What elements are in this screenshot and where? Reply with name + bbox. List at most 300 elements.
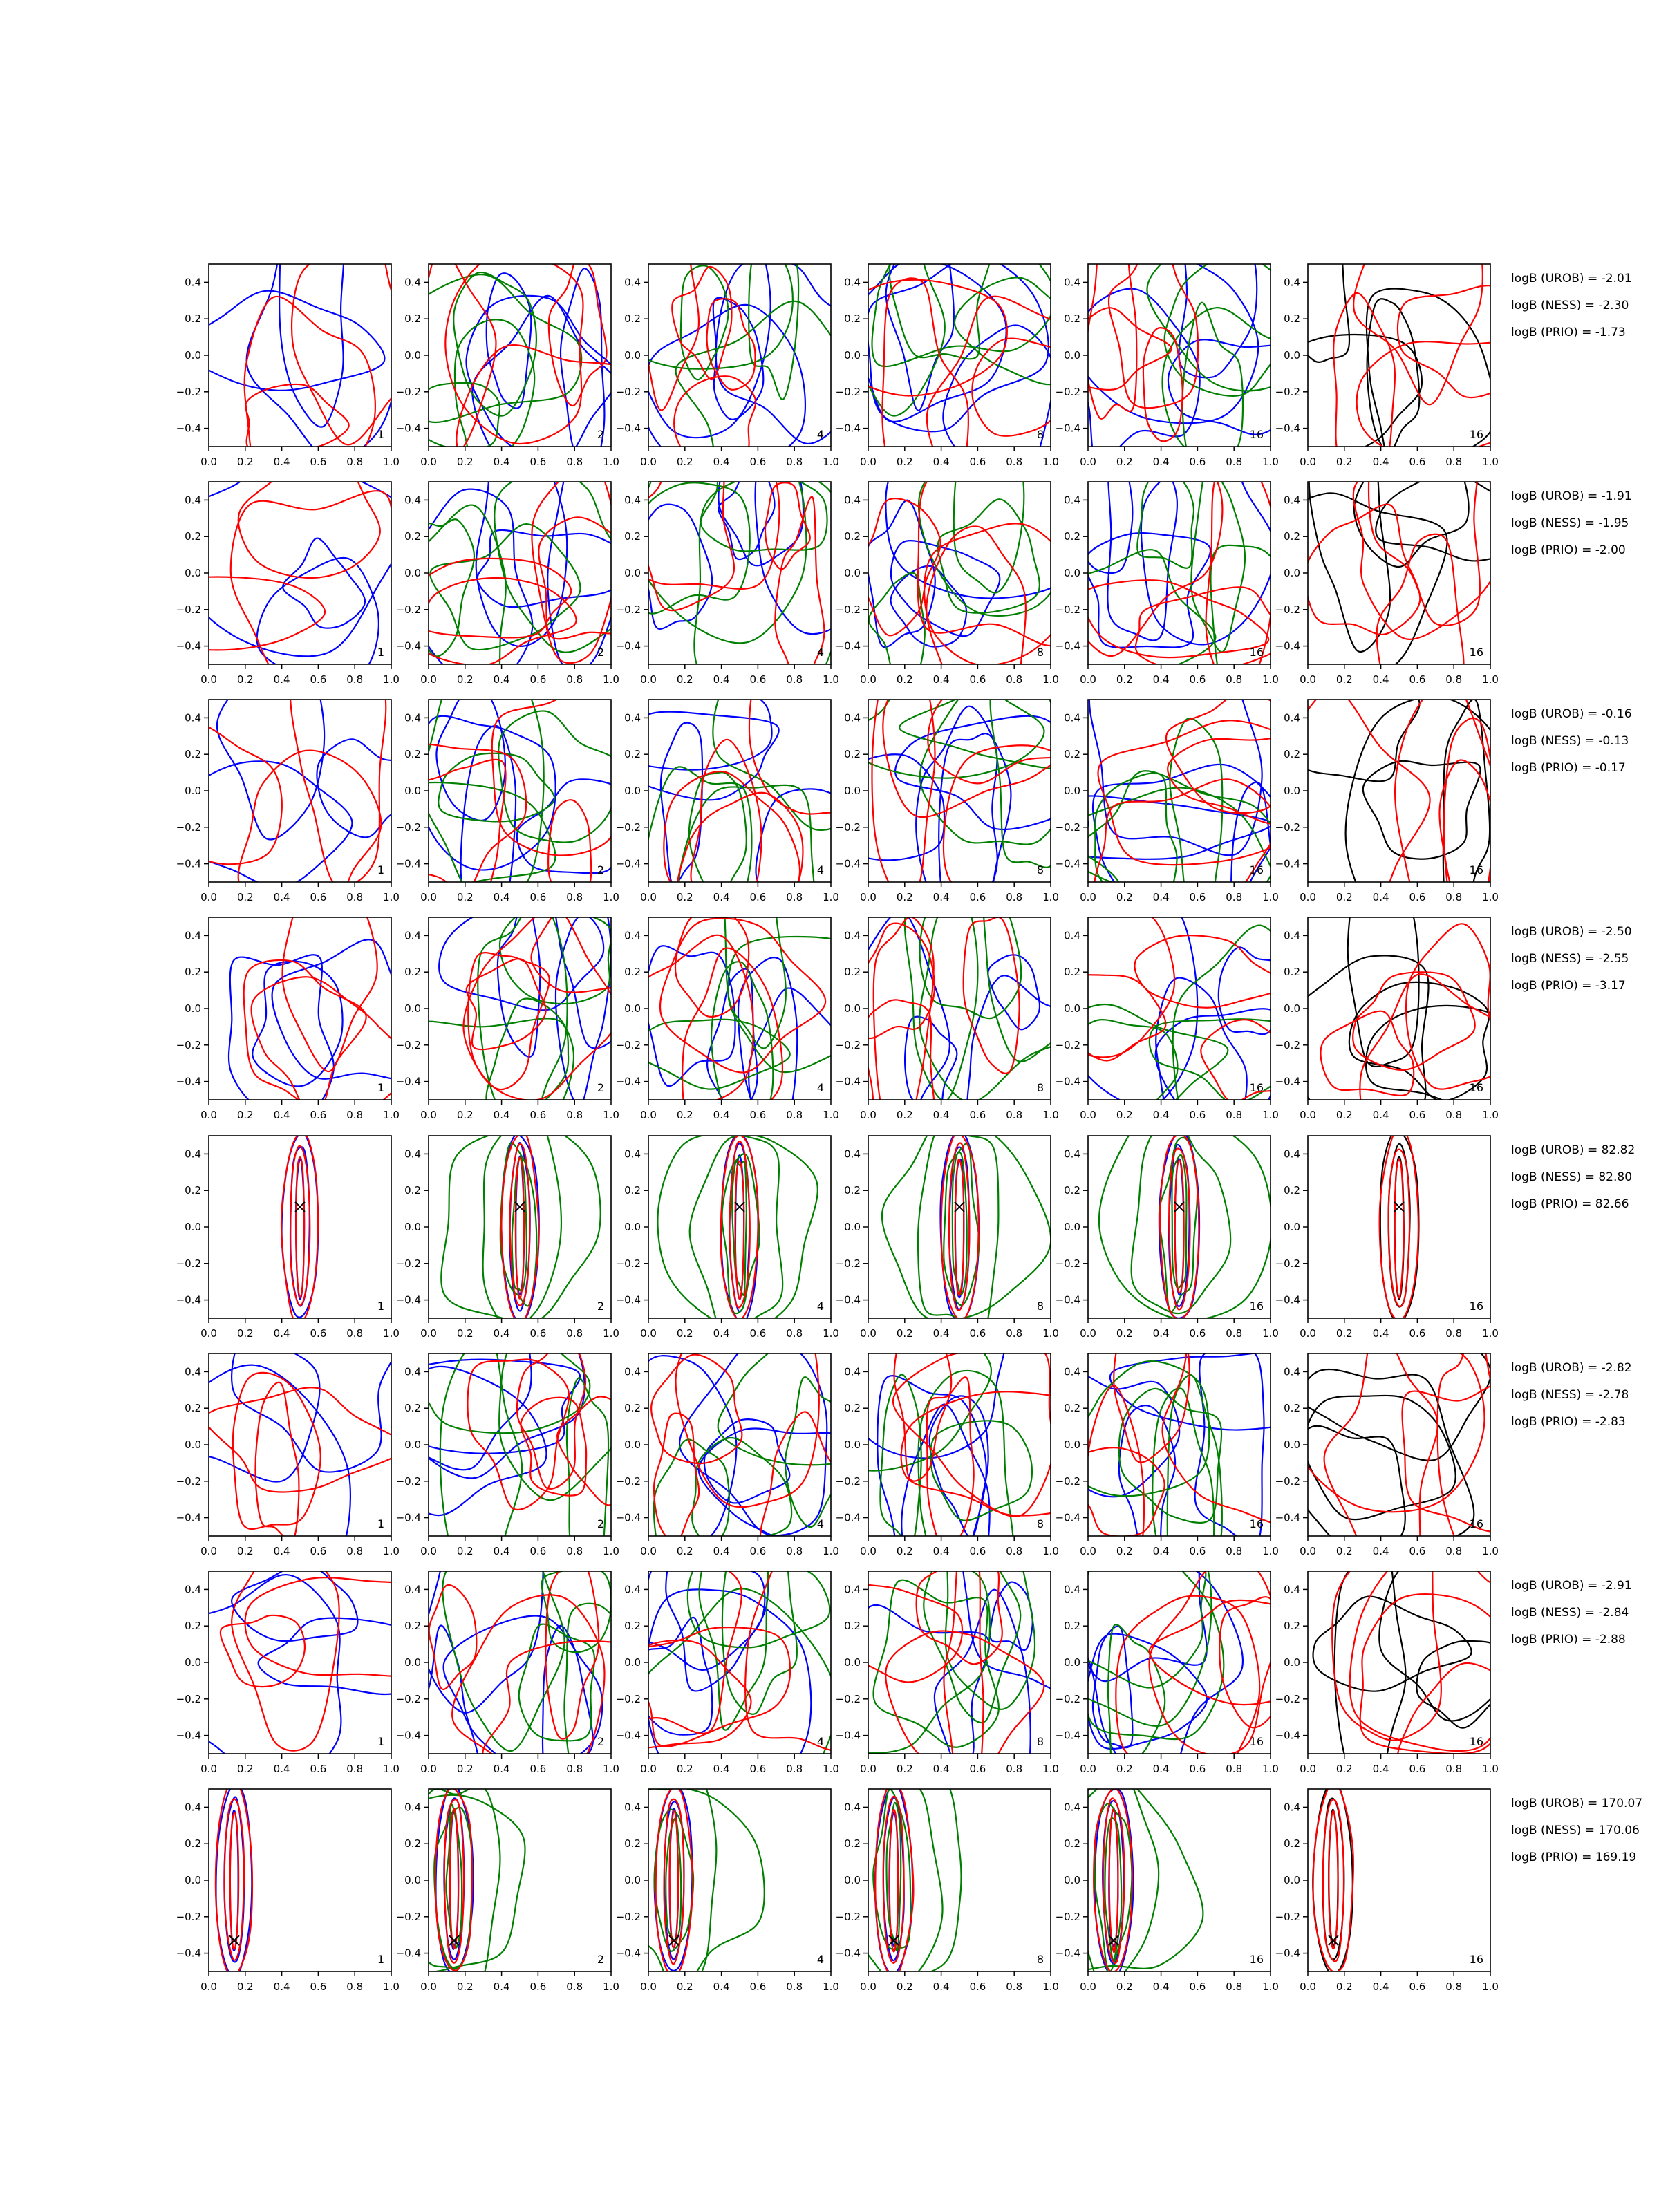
contour-ness [1191,462,1245,652]
x-tick-label: 1.0 [1042,1763,1059,1775]
logB-annotations-row-3 [1511,707,1632,775]
y-tick-label: −0.2 [615,1474,641,1488]
x-tick-label: 0.2 [676,1980,693,1993]
x-tick-label: 0.6 [529,1980,547,1993]
x-tick-label: 0.6 [310,1109,327,1121]
y-tick-label: −0.4 [176,857,201,870]
y-tick-label: −0.4 [176,1947,201,1960]
contour-urob [217,631,327,840]
panel-r3-c5 [1056,641,1333,977]
y-tick-label: 0.2 [185,748,201,761]
y-tick-label: −0.4 [835,1075,861,1088]
true-value-marker [1329,1936,1338,1945]
panel-number-label: 4 [816,1300,824,1313]
x-tick-label: 0.6 [310,1763,327,1775]
y-tick-label: 0.2 [404,1620,421,1633]
panel-number-label: 4 [816,1517,824,1530]
x-tick-label: 0.2 [456,673,474,686]
x-tick-label: 0.6 [749,1763,767,1775]
x-tick-label: 1.0 [383,456,400,468]
contour-prio [255,1382,299,1541]
x-tick-label: 0.0 [860,1109,877,1121]
x-tick-label: 0.2 [676,1327,693,1340]
contour-lines [1053,194,1350,484]
contour-prio [765,482,810,569]
panel-r5-c1 [176,1132,400,1340]
logB-label: logB (PRIO) = 82.66 [1511,1197,1629,1211]
contour-prio [521,1398,586,1496]
y-tick-label: −0.4 [615,1075,641,1088]
logB-label: logB (UROB) = -2.82 [1511,1361,1632,1375]
x-tick-label: 0.4 [1372,1763,1389,1775]
logB-annotations-row-2 [1511,489,1632,557]
x-tick-label: 0.8 [1226,1980,1243,1993]
y-tick-label: 0.0 [624,1656,641,1669]
y-tick-label: −0.4 [835,1729,861,1742]
x-tick-label: 0.0 [420,673,437,686]
x-tick-label: 0.4 [932,891,950,903]
x-tick-label: 0.4 [493,456,510,468]
x-tick-label: 0.4 [493,1327,510,1340]
x-tick-label: 0.2 [1116,456,1133,468]
y-tick-label: −0.2 [176,1910,201,1923]
x-tick-label: 0.2 [676,673,693,686]
x-tick-label: 0.0 [640,891,657,903]
y-tick-label: −0.2 [395,821,421,834]
x-tick-label: 0.6 [529,1545,547,1557]
panel-r1-c2 [396,250,639,500]
y-tick-label: 0.4 [844,1801,861,1814]
y-tick-label: −0.4 [395,1511,421,1524]
x-tick-label: 0.4 [1152,673,1170,686]
x-tick-label: 0.4 [713,673,730,686]
y-tick-label: 0.0 [404,567,421,579]
y-tick-label: 0.0 [1284,1438,1300,1451]
logB-label: logB (UROB) = -2.50 [1511,925,1632,939]
x-tick-label: 0.2 [456,456,474,468]
x-tick-label: 0.8 [566,673,583,686]
panel-number-label: 8 [1036,863,1044,877]
y-tick-label: −0.2 [615,603,641,616]
y-tick-label: −0.4 [835,1947,861,1960]
panel-r8-c2 [379,1782,619,1993]
y-tick-label: 0.0 [185,567,201,579]
y-tick-label: 0.4 [185,1583,201,1596]
contour-urob [153,1365,350,1574]
x-tick-label: 0.4 [1372,673,1389,686]
panel-number-label: 8 [1036,646,1044,659]
x-tick-label: 0.4 [273,891,290,903]
y-tick-label: −0.2 [1275,385,1300,398]
y-tick-label: 0.4 [624,494,641,507]
x-tick-label: 0.4 [493,1109,510,1121]
y-tick-label: −0.2 [1055,1692,1080,1705]
x-tick-label: 0.0 [1080,673,1096,686]
x-tick-label: 0.4 [1372,1545,1389,1557]
x-tick-label: 1.0 [1042,1109,1059,1121]
contour-prio [230,1812,238,1949]
y-tick-label: 0.2 [1064,966,1080,979]
x-tick-label: 0.8 [1006,891,1023,903]
x-tick-label: 0.8 [1006,456,1023,468]
x-tick-label: 0.2 [236,456,254,468]
y-tick-label: 0.2 [1284,1837,1300,1850]
contour-prio [1109,1810,1118,1953]
x-tick-label: 1.0 [383,1980,400,1993]
x-tick-label: 0.4 [932,1109,950,1121]
x-tick-label: 0.6 [969,1545,986,1557]
panel-number-label: 4 [816,1735,824,1748]
logB-label: logB (UROB) = -1.91 [1511,489,1632,503]
axes-frame [648,1571,831,1754]
y-tick-label: 0.2 [844,530,861,543]
y-tick-label: 0.0 [404,1874,421,1886]
y-tick-label: 0.4 [844,1147,861,1161]
panel-number-label: 8 [1036,1953,1044,1966]
x-tick-label: 0.2 [1335,1327,1353,1340]
x-tick-label: 1.0 [383,673,400,686]
x-tick-label: 0.2 [456,1980,474,1993]
x-tick-label: 0.6 [969,1980,986,1993]
y-tick-label: 0.2 [1284,966,1300,979]
y-tick-label: −0.4 [395,639,421,653]
panel-number-label: 16 [1469,1517,1483,1530]
panel-number-label: 8 [1036,1081,1044,1094]
x-tick-label: 0.6 [969,1763,986,1775]
panel-number-label: 4 [816,646,824,659]
x-tick-label: 0.0 [1300,456,1316,468]
y-tick-label: 0.4 [404,711,421,724]
x-tick-label: 1.0 [1482,1327,1499,1340]
x-tick-label: 0.4 [1372,456,1389,468]
x-tick-label: 0.0 [200,1763,217,1775]
y-tick-label: 0.2 [404,966,421,979]
x-tick-label: 0.8 [1226,1327,1243,1340]
logB-label: logB (PRIO) = -0.17 [1511,761,1626,775]
panel-number-label: 16 [1469,646,1483,659]
contour-lines [1380,1128,1419,1322]
contour-lines [147,610,427,919]
x-tick-label: 0.6 [529,456,547,468]
x-tick-label: 0.8 [1445,1980,1463,1993]
x-tick-label: 1.0 [823,456,839,468]
y-tick-label: 0.0 [844,349,861,362]
y-tick-label: −0.2 [1055,1257,1080,1270]
panel-r5-c3 [616,1134,839,1343]
panel-number-label: 16 [1249,646,1264,659]
y-tick-label: −0.2 [615,385,641,398]
y-tick-label: −0.4 [835,422,861,435]
contour-lines [140,1283,404,1573]
x-tick-label: 0.0 [420,1763,437,1775]
panel-r1-c5 [1053,194,1350,484]
axes-frame [209,1353,391,1536]
y-tick-label: 0.2 [844,1837,861,1850]
contour-reference [1280,676,1419,781]
panel-number-label: 8 [1036,1735,1044,1748]
y-tick-label: 0.4 [1284,711,1300,724]
x-tick-label: 0.4 [713,1545,730,1557]
contour-prio [1332,1504,1441,1741]
y-tick-label: −0.2 [176,1038,201,1051]
axes-frame [429,917,611,1100]
x-tick-label: 0.0 [640,1980,657,1993]
contour-reference [1335,1543,1406,1799]
panel-number-label: 4 [816,1081,824,1094]
x-tick-label: 0.6 [749,1980,767,1993]
x-tick-label: 0.2 [1116,1109,1133,1121]
x-tick-label: 0.2 [236,1327,254,1340]
x-tick-label: 0.2 [1335,456,1353,468]
panel-r5-c6 [1275,1128,1499,1340]
x-tick-label: 0.0 [640,1327,657,1340]
x-tick-label: 0.0 [860,1980,877,1993]
x-tick-label: 1.0 [1482,1545,1499,1557]
x-tick-label: 0.8 [1006,1980,1023,1993]
panel-number-label: 1 [377,1300,384,1313]
x-tick-label: 1.0 [823,673,839,686]
x-tick-label: 0.0 [420,891,437,903]
x-tick-label: 0.8 [566,891,583,903]
x-tick-label: 0.4 [713,1763,730,1775]
y-tick-label: 0.2 [624,1620,641,1633]
contour-urob [424,1468,543,1713]
y-tick-label: −0.4 [1055,639,1080,653]
y-tick-label: −0.2 [395,603,421,616]
y-tick-label: 0.4 [1284,494,1300,507]
y-tick-label: 0.2 [624,966,641,979]
contour-prio [775,497,824,721]
x-tick-label: 0.0 [200,673,217,686]
logB-annotations-row-1 [1511,272,1632,339]
y-tick-label: 0.0 [1064,567,1080,579]
x-tick-label: 0.8 [1006,1763,1023,1775]
y-tick-label: 0.4 [185,276,201,289]
contour-lines [657,1134,817,1343]
y-tick-label: −0.4 [176,1293,201,1306]
x-tick-label: 0.8 [346,1980,364,1993]
y-tick-label: 0.2 [1284,1402,1300,1415]
x-tick-label: 1.0 [823,1763,839,1775]
y-tick-label: 0.2 [404,312,421,326]
contour-lines [347,650,648,962]
x-tick-label: 0.8 [786,1763,803,1775]
y-tick-label: 0.2 [404,1402,421,1415]
x-tick-label: 0.8 [566,1763,583,1775]
panel-number-label: 16 [1249,1300,1264,1313]
x-tick-label: 0.6 [969,673,986,686]
axes-frame [209,1136,391,1318]
x-tick-label: 1.0 [1262,673,1279,686]
x-tick-label: 0.6 [749,673,767,686]
x-tick-label: 1.0 [1482,456,1499,468]
y-tick-label: 0.2 [404,748,421,761]
y-tick-label: 0.0 [1284,349,1300,362]
contour-ness [681,265,729,379]
y-tick-label: 0.4 [624,711,641,724]
x-tick-label: 0.2 [1116,1763,1133,1775]
contour-ness [954,406,1024,593]
contour-lines [835,166,1085,529]
contour-prio [883,631,1082,817]
contour-prio [1175,1161,1184,1293]
x-tick-label: 0.0 [640,1109,657,1121]
x-tick-label: 1.0 [603,1109,619,1121]
y-tick-label: 0.0 [624,1874,641,1886]
y-tick-label: −0.2 [1275,603,1300,616]
panel-r5-c4 [836,1114,1059,1340]
logB-label: logB (PRIO) = -2.88 [1511,1633,1626,1647]
contour-ness [478,895,567,1134]
y-tick-label: −0.4 [1275,1947,1300,1960]
contour-prio [1333,293,1395,465]
y-tick-label: 0.2 [1064,1184,1080,1197]
contour-prio [1150,1600,1347,1705]
x-tick-label: 0.0 [640,1545,657,1557]
x-tick-label: 0.8 [1445,1327,1463,1340]
panel-number-label: 1 [377,1081,384,1094]
contour-urob [1179,218,1257,378]
y-tick-label: −0.4 [176,1729,201,1742]
x-tick-label: 0.8 [346,673,364,686]
y-tick-label: 0.2 [1064,1402,1080,1415]
x-tick-label: 0.2 [676,1545,693,1557]
x-tick-label: 0.6 [310,1545,327,1557]
panel-number-label: 8 [1036,1300,1044,1313]
x-tick-label: 1.0 [1262,1545,1279,1557]
contour-ness [920,659,1071,844]
y-tick-label: 0.4 [1284,929,1300,942]
panel-number-label: 1 [377,1735,384,1748]
panel-r4-c4 [836,855,1103,1180]
y-tick-label: 0.0 [1064,349,1080,362]
panel-number-label: 2 [597,428,604,441]
y-tick-label: 0.0 [1284,785,1300,797]
contour-ness [1095,773,1177,907]
y-tick-label: −0.4 [615,1947,641,1960]
y-tick-label: −0.2 [176,603,201,616]
panel-number-label: 1 [377,428,384,441]
panel-number-label: 2 [597,1735,604,1748]
x-tick-label: 0.0 [860,673,877,686]
x-tick-label: 1.0 [1482,1109,1499,1121]
x-tick-label: 0.4 [493,891,510,903]
y-tick-label: −0.4 [1055,1947,1080,1960]
contour-ness [1036,1490,1211,1726]
x-tick-label: 0.2 [236,1109,254,1121]
y-tick-label: 0.4 [1284,276,1300,289]
contour-reference [1304,1396,1455,1519]
x-tick-label: 0.6 [310,1327,327,1340]
y-tick-label: −0.4 [835,857,861,870]
logB-annotations-row-8 [1511,1797,1642,1864]
x-tick-label: 1.0 [603,1763,619,1775]
y-tick-label: 0.4 [404,276,421,289]
y-tick-label: −0.2 [835,603,861,616]
panel-number-label: 16 [1469,1300,1483,1313]
x-tick-label: 0.4 [1152,456,1170,468]
x-tick-label: 0.8 [1445,673,1463,686]
y-tick-label: −0.2 [1275,1474,1300,1488]
y-tick-label: 0.2 [624,748,641,761]
x-tick-label: 0.0 [1300,1109,1316,1121]
y-tick-label: 0.0 [624,1002,641,1015]
x-tick-label: 0.4 [1372,1109,1389,1121]
y-tick-label: 0.4 [1064,1147,1080,1161]
x-tick-label: 0.4 [493,1545,510,1557]
y-tick-label: 0.2 [1064,312,1080,326]
y-tick-label: −0.4 [1275,639,1300,653]
x-tick-label: 0.8 [1445,1109,1463,1121]
panel-r1-c4 [835,166,1085,529]
true-value-marker [449,1936,459,1945]
contour-urob [939,733,1011,939]
contour-prio [858,924,935,1038]
contour-ness [1060,1361,1209,1496]
x-tick-label: 1.0 [383,1545,400,1557]
x-tick-label: 0.6 [310,891,327,903]
x-tick-label: 0.0 [1080,1109,1096,1121]
y-tick-label: 0.4 [404,1583,421,1596]
x-tick-label: 1.0 [1042,1545,1059,1557]
panel-r4-c5 [1017,892,1316,1175]
y-tick-label: 0.4 [624,1365,641,1378]
y-tick-label: 0.0 [1064,785,1080,797]
y-tick-label: −0.4 [1055,1729,1080,1742]
x-tick-label: 0.8 [1445,456,1463,468]
y-tick-label: 0.2 [624,530,641,543]
y-tick-label: −0.2 [1055,1474,1080,1488]
y-tick-label: 0.4 [1284,1147,1300,1161]
logB-label: logB (PRIO) = -2.83 [1511,1415,1626,1429]
y-tick-label: 0.2 [1064,748,1080,761]
x-tick-label: 0.8 [346,891,364,903]
x-tick-label: 0.6 [529,673,547,686]
x-tick-label: 0.2 [456,891,474,903]
y-tick-label: 0.0 [185,1656,201,1669]
x-tick-label: 0.4 [713,891,730,903]
x-tick-label: 0.6 [1409,673,1426,686]
contour-prio [1221,689,1430,930]
y-tick-label: 0.4 [1064,276,1080,289]
y-tick-label: 0.2 [624,1184,641,1197]
panel-r3-c2 [347,650,648,962]
contour-ness [486,999,573,1120]
x-tick-label: 1.0 [603,1327,619,1340]
y-tick-label: 0.4 [624,929,641,942]
x-tick-label: 0.8 [1226,1545,1243,1557]
x-tick-label: 0.0 [860,1545,877,1557]
panel-number-label: 16 [1469,1953,1483,1966]
x-tick-label: 0.8 [1226,1109,1243,1121]
contour-prio [1329,1811,1338,1949]
y-tick-label: −0.2 [615,1257,641,1270]
x-tick-label: 0.8 [566,1980,583,1993]
y-tick-label: 0.0 [624,785,641,797]
contour-prio [238,458,380,578]
x-tick-label: 0.8 [786,456,803,468]
x-tick-label: 0.2 [676,1109,693,1121]
panel-r4-c1 [176,872,431,1127]
contour-urob [140,1297,319,1482]
contour-urob [988,955,1040,1029]
x-tick-label: 0.8 [786,1980,803,1993]
panel-r3-c1 [147,610,427,919]
contour-prio [1357,341,1561,462]
contour-ness [483,1111,561,1328]
panel-number-label: 16 [1249,428,1264,441]
y-tick-label: 0.0 [1064,1656,1080,1669]
